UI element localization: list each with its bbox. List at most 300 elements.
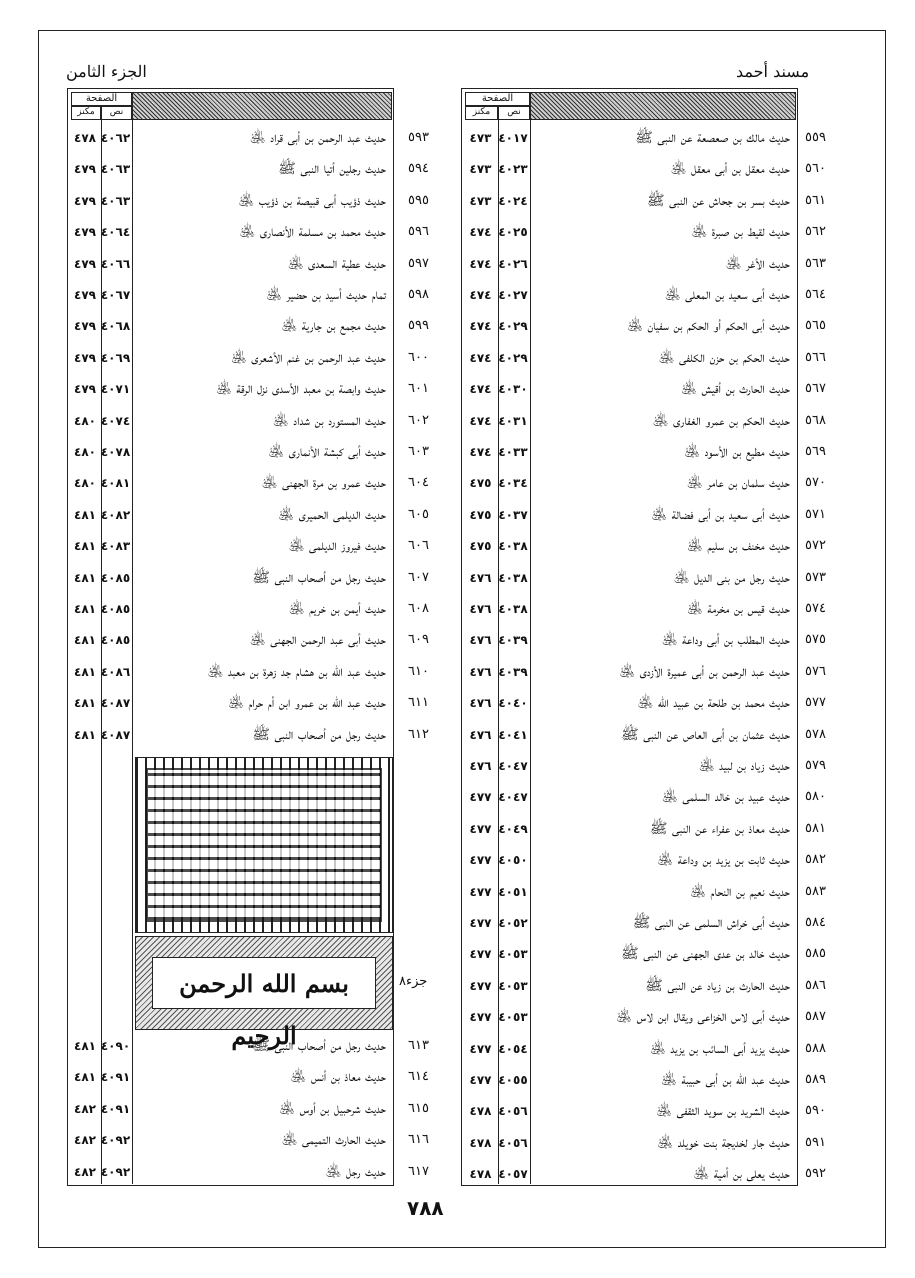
entry-title: حديث ثابت بن يزيد بن وداعة ﵁ [657, 852, 790, 869]
entry-number: ٦٠٩ [408, 632, 429, 648]
page-nas: ٤٠٦٣ [100, 193, 131, 208]
table-row [461, 216, 826, 248]
page-maknaz: ٤٧٩ [74, 288, 96, 302]
table-row [67, 719, 437, 751]
entry-number: ٦١٠ [408, 663, 429, 679]
page-nas: ٤٠٣٩ [498, 633, 528, 648]
table-row [461, 1033, 826, 1065]
table-row [67, 373, 437, 405]
entry-number: ٦٠٨ [408, 601, 429, 616]
page-maknaz: ٤٨١ [74, 727, 96, 742]
page-maknaz: ٤٧٨ [469, 1135, 492, 1150]
table-row [67, 185, 437, 217]
entry-title: حديث أبى سعيد بن المعلى ﵁ [664, 287, 790, 303]
page-maknaz: ٤٨١ [74, 570, 96, 585]
entry-title: حديث مجمع بن جارية ﵁ [281, 318, 386, 335]
table-row [67, 436, 437, 468]
table-row [461, 938, 826, 970]
table-row [461, 624, 826, 656]
entry-title: حديث مخنف بن سليم ﵁ [686, 538, 790, 555]
table-row [67, 1156, 437, 1188]
page-nas: ٤٠٢٦ [498, 256, 528, 271]
table-row [461, 687, 826, 719]
page-maknaz: ٤٧٥ [469, 476, 492, 491]
entry-number: ٥٨٣ [805, 883, 826, 899]
entry-number: ٦١٣ [408, 1038, 429, 1053]
page-nas: ٤٠٩١ [100, 1070, 131, 1085]
entry-title: حديث عبد الرحمن بن أبى عميرة الأزدى ﵁ [619, 663, 790, 680]
entry-title: حديث جار لخديجة بنت خويلد ﵁ [657, 1134, 790, 1151]
page-maknaz: ٤٧٤ [469, 256, 492, 271]
entry-number: ٥٩٢ [805, 1166, 826, 1182]
page-maknaz: ٤٧٤ [469, 288, 492, 302]
entry-number: ٦١٥ [408, 1100, 429, 1116]
page-nas: ٤٠٣٠ [498, 382, 528, 397]
entry-title: حديث معاذ بن عفراء عن النبى ﷺ [649, 820, 790, 837]
page-nas: ٤٠٢٩ [498, 319, 528, 334]
page-nas: ٤٠٦٩ [100, 350, 131, 365]
page-maknaz: ٤٧٧ [469, 790, 492, 805]
entry-title: حديث الحكم بن عمرو الغفارى ﵁ [652, 412, 790, 429]
entry-title: حديث ذؤيب أبى قبيصة بن ذؤيب ﵁ [238, 192, 386, 209]
page-maknaz: ٤٧٩ [74, 225, 96, 240]
table-row [67, 1124, 437, 1156]
page-maknaz: ٤٨١ [74, 1070, 96, 1085]
page-nas: ٤٠٩٠ [100, 1039, 131, 1053]
page-nas: ٤٠٨٢ [100, 507, 131, 522]
table-row [461, 185, 826, 217]
page-maknaz: ٤٧٧ [469, 853, 492, 868]
entry-title: حديث معقل بن أبى معقل ﵁ [670, 161, 790, 178]
table-row [461, 248, 826, 280]
page-maknaz: ٤٧٦ [469, 602, 492, 616]
table-row [461, 279, 826, 311]
page-maknaz: ٤٧٤ [469, 382, 492, 397]
entry-number: ٥٩٣ [408, 130, 429, 145]
page-maknaz: ٤٧٦ [469, 570, 492, 585]
index-column-right [461, 88, 826, 1186]
entry-number: ٥٨٦ [805, 977, 826, 993]
table-row [461, 907, 826, 939]
entry-title: حديث الحارث التميمى ﵁ [281, 1132, 386, 1149]
table-row [67, 530, 437, 562]
entry-title: حديث مطيع بن الأسود ﵁ [684, 444, 790, 460]
entry-number: ٥٨٤ [805, 915, 826, 930]
table-row [461, 1158, 826, 1190]
page-nas: ٤٠٢٥ [498, 225, 528, 240]
entry-title: حديث أبى لاس الخزاعى ويقال ابن لاس ﵁ [616, 1009, 790, 1026]
table-row [461, 436, 826, 468]
page-nas: ٤٠٩٢ [100, 1133, 131, 1148]
table-row [67, 153, 437, 185]
page-nas: ٤٠٥٦ [498, 1135, 528, 1150]
table-row [461, 781, 826, 813]
page-nas: ٤٠٥٣ [498, 978, 528, 993]
page-nas: ٤٠٣٨ [498, 570, 528, 585]
entry-number: ٥٨٩ [805, 1072, 826, 1087]
page-maknaz: ٤٨٠ [74, 445, 96, 459]
entry-title: حديث معاذ بن أنس ﵁ [290, 1069, 386, 1086]
entry-title: حديث عبد الله بن أبى حبيبة ﵁ [661, 1072, 790, 1088]
page-maknaz: ٤٨١ [74, 507, 96, 522]
page-nas: ٤٠٢٤ [498, 193, 528, 208]
page-maknaz: ٤٧٥ [469, 507, 492, 522]
table-row [461, 122, 826, 154]
table-row [461, 153, 826, 185]
header-hatch [530, 92, 796, 120]
entry-title: حديث رجل من أصحاب النبى ﷺ [252, 726, 386, 743]
entry-title: حديث الديلمى الحميرى ﵁ [278, 506, 386, 523]
entry-number: ٦٠٢ [408, 412, 429, 428]
table-row [67, 1061, 437, 1093]
header-nas: نص [101, 106, 132, 120]
page-nas: ٤٠٧٤ [100, 413, 131, 428]
entry-title: حديث محمد بن مسلمة الأنصارى ﵁ [239, 224, 386, 241]
entry-title: حديث عبيد بن خالد السلمى ﵁ [661, 789, 790, 806]
table-row [461, 530, 826, 562]
entry-title: حديث المستورد بن شداد ﵁ [272, 412, 386, 429]
table-row [461, 593, 826, 625]
page-maknaz: ٤٧٤ [469, 319, 492, 334]
entry-title: حديث أبى الحكم أو الحكم بن سفيان ﵁ [627, 318, 790, 335]
page-nas: ٤٠٦٨ [100, 319, 131, 334]
entry-title: حديث عبد الرحمن بن أبى قراد ﵁ [249, 130, 386, 146]
page-maknaz: ٤٧٣ [469, 131, 492, 145]
table-row [461, 1095, 826, 1127]
entry-number: ٥٩٨ [408, 287, 429, 302]
entry-title: حديث زياد بن لبيد ﵁ [698, 758, 790, 774]
page-maknaz: ٤٧٣ [469, 162, 492, 177]
page-maknaz: ٤٧٨ [469, 1167, 492, 1182]
entry-title: حديث الشريد بن سويد الثقفى ﵁ [656, 1103, 790, 1120]
page-nas: ٤٠٥٠ [498, 853, 528, 868]
entry-number: ٥٧٨ [805, 726, 826, 742]
entry-title: حديث رجلين أتيا النبى ﷺ [278, 161, 386, 178]
entry-title: حديث عمرو بن مرة الجهنى ﵁ [261, 475, 386, 492]
table-row [461, 1001, 826, 1033]
page-nas: ٤٠٤٧ [498, 790, 528, 805]
page-maknaz: ٤٨١ [74, 664, 96, 679]
entry-title: حديث عثمان بن أبى العاص عن النبى ﷺ [621, 726, 790, 743]
entry-number: ٦٠٠ [408, 349, 429, 365]
entry-number: ٥٧٢ [805, 538, 826, 554]
table-row [67, 405, 437, 437]
page-nas: ٤٠٦٤ [100, 225, 131, 240]
page-nas: ٤٠٥٥ [498, 1073, 528, 1087]
page-nas: ٤٠٥٧ [498, 1167, 528, 1182]
page-nas: ٤٠٢٩ [498, 350, 528, 365]
entry-number: ٥٩٦ [408, 224, 429, 240]
page-nas: ٤٠١٧ [498, 131, 528, 145]
page-nas: ٤٠٥٢ [498, 916, 528, 930]
page-nas: ٤٠٥٤ [498, 1041, 528, 1056]
table-row [67, 624, 437, 656]
page-nas: ٤٠٨٧ [100, 727, 131, 742]
entry-number: ٦١٤ [408, 1069, 429, 1085]
page-maknaz: ٤٧٦ [469, 696, 492, 711]
entry-number: ٥٦٧ [805, 381, 826, 397]
page-maknaz: ٤٧٩ [74, 350, 96, 365]
page-nas: ٤٠٥١ [498, 884, 528, 899]
page-number: ٧٨٨ [407, 1196, 444, 1220]
page-maknaz: ٤٧٣ [469, 193, 492, 208]
entry-title: حديث الحكم بن حزن الكلفى ﵁ [658, 349, 790, 366]
header-safha: الصفحة [71, 92, 132, 106]
basmala-plaque: بسم الله الرحمن الرحيم [152, 957, 376, 1009]
page-nas: ٤٠٤٩ [498, 821, 528, 836]
table-row [461, 844, 826, 876]
entry-title: حديث الحارث بن أقيش ﵁ [681, 381, 790, 398]
page-maknaz: ٤٨٠ [74, 476, 96, 491]
header-safha: الصفحة [465, 92, 530, 106]
table-row [461, 876, 826, 908]
entry-number: ٥٧٣ [805, 569, 826, 585]
page-nas: ٤٠٥٣ [498, 1010, 528, 1025]
entry-title: حديث بسر بن جحاش عن النبى ﷺ [647, 192, 790, 209]
page-maknaz: ٤٧٤ [469, 225, 492, 240]
entry-number: ٥٩٧ [408, 255, 429, 271]
page-nas: ٤٠٥٣ [498, 947, 528, 962]
entry-number: ٥٨٧ [805, 1009, 826, 1025]
table-row [67, 1093, 437, 1125]
page-nas: ٤٠٦٣ [100, 162, 131, 177]
table-row [461, 719, 826, 751]
entry-number: ٥٦٨ [805, 412, 826, 428]
header-maknaz: مكنز [465, 106, 498, 120]
page-maknaz: ٤٧٧ [469, 978, 492, 993]
entry-number: ٦٠١ [408, 381, 429, 397]
page-nas: ٤٠٨٥ [100, 570, 131, 585]
page-maknaz: ٤٨٠ [74, 413, 96, 428]
page-maknaz: ٤٧٨ [469, 1104, 492, 1119]
table-row [67, 593, 437, 625]
entry-number: ٥٩١ [805, 1134, 826, 1150]
table-row [461, 373, 826, 405]
entry-title: حديث سلمان بن عامر ﵁ [686, 475, 790, 492]
entry-title: حديث عبد الله بن هشام جد زهرة بن معبد ﵁ [207, 663, 386, 680]
page-nas: ٤٠٣٩ [498, 664, 528, 679]
page-nas: ٤٠٥٦ [498, 1104, 528, 1119]
page-nas: ٤٠٣٤ [498, 476, 528, 491]
page-maknaz: ٤٧٧ [469, 916, 492, 930]
page-maknaz: ٤٧٩ [74, 382, 96, 397]
entry-number: ٥٧٦ [805, 663, 826, 679]
entry-number: ٦٠٥ [408, 506, 429, 522]
page-maknaz: ٤٧٤ [469, 413, 492, 428]
entry-number: ٥٦٢ [805, 224, 826, 240]
running-header-left: الجزء الثامن [66, 62, 147, 81]
page-maknaz: ٤٧٩ [74, 319, 96, 334]
entry-title: حديث عبد الرحمن بن غنم الأشعرى ﵁ [230, 349, 386, 366]
entry-title: حديث رجل من أصحاب النبى ﷺ [252, 1038, 386, 1054]
entry-title: حديث أبى عبد الرحمن الجهنى ﵁ [249, 632, 386, 649]
header-nas: نص [498, 106, 530, 120]
table-row [461, 970, 826, 1002]
entry-number: ٥٦٩ [805, 444, 826, 459]
entry-number: ٥٦٤ [805, 287, 826, 302]
page-nas: ٤٠٣٧ [498, 507, 528, 522]
entry-number: ٥٩٠ [805, 1103, 826, 1119]
table-row [461, 342, 826, 374]
entry-number: ٥٨٨ [805, 1040, 826, 1056]
page-nas: ٤٠٣١ [498, 413, 528, 428]
page-maknaz: ٤٧٩ [74, 162, 96, 177]
page-maknaz: ٤٨٢ [74, 1101, 96, 1116]
entry-number: ٥٦٣ [805, 255, 826, 271]
page-maknaz: ٤٧٩ [74, 193, 96, 208]
entry-number: ٦١٦ [408, 1132, 429, 1148]
page-maknaz: ٤٧٤ [469, 445, 492, 459]
table-row [67, 499, 437, 531]
page-maknaz: ٤٨١ [74, 633, 96, 648]
page-maknaz: ٤٧٦ [469, 633, 492, 648]
page-nas: ٤٠٨١ [100, 476, 131, 491]
page-maknaz: ٤٧٩ [74, 256, 96, 271]
page-nas: ٤٠٤٠ [498, 696, 528, 711]
entry-title: حديث قيس بن مخرمة ﵁ [686, 601, 790, 617]
table-row [67, 562, 437, 594]
table-row [461, 310, 826, 342]
table-row [67, 310, 437, 342]
page-nas: ٤٠٩١ [100, 1101, 131, 1116]
juz-marker: جزء٨ [399, 974, 428, 989]
table-row [67, 122, 437, 154]
entry-number: ٦٠٦ [408, 538, 429, 554]
entry-title: حديث نعيم بن النحام ﵁ [690, 883, 790, 900]
page-nas: ٤٠٦٢ [100, 131, 131, 145]
entry-number: ٦٠٧ [408, 569, 429, 585]
table-row [461, 813, 826, 845]
page-maknaz: ٤٧٧ [469, 821, 492, 836]
page-nas: ٤٠٨٥ [100, 633, 131, 648]
page-maknaz: ٤٨٢ [74, 1164, 96, 1179]
entry-title: حديث رجل ﵁ [325, 1163, 386, 1180]
page-nas: ٤٠٨٣ [100, 539, 131, 554]
page-maknaz: ٤٧٧ [469, 947, 492, 962]
table-row [67, 656, 437, 688]
entry-number: ٥٧٥ [805, 632, 826, 648]
entry-title: حديث فيروز الديلمى ﵁ [288, 538, 386, 555]
page-maknaz: ٤٧٧ [469, 884, 492, 899]
entry-number: ٥٦١ [805, 192, 826, 208]
table-row [461, 1064, 826, 1096]
entry-number: ٥٩٥ [408, 192, 429, 208]
table-row [67, 248, 437, 280]
table-row [461, 656, 826, 688]
entry-number: ٥٦٦ [805, 349, 826, 365]
entry-title: حديث أبى سعيد بن أبى فضالة ﵁ [651, 506, 790, 523]
entry-number: ٥٨٢ [805, 852, 826, 868]
entry-title: حديث وابصة بن معبد الأسدى نزل الرقة ﵁ [215, 381, 386, 398]
page-nas: ٤٠٨٧ [100, 696, 131, 711]
page-nas: ٤٠٩٢ [100, 1164, 131, 1179]
page-nas: ٤٠٣٨ [498, 602, 528, 616]
entry-title: حديث الحارث بن زياد عن النبى ﷺ [645, 977, 790, 994]
entry-title: حديث المطلب بن أبى وداعة ﵁ [661, 632, 790, 649]
page-nas: ٤٠٤١ [498, 727, 528, 742]
entry-title: حديث الأغر ﵁ [725, 255, 790, 272]
entry-title: حديث خالد بن عدى الجهنى عن النبى ﷺ [621, 946, 790, 963]
entry-number: ٥٨١ [805, 820, 826, 836]
table-row [67, 342, 437, 374]
entry-title: حديث أبى خراش السلمى عن النبى ﷺ [632, 915, 790, 931]
header-hatch [132, 92, 392, 120]
page-nas: ٤٠٣٣ [498, 445, 528, 459]
entry-title: حديث رجل من بنى الديل ﵁ [673, 569, 790, 586]
table-row [461, 562, 826, 594]
page-nas: ٤٠٨٥ [100, 602, 131, 616]
page-nas: ٤٠٢٧ [498, 288, 528, 302]
running-header-right: مسند أحمد [736, 62, 810, 81]
table-row [461, 467, 826, 499]
table-row [461, 750, 826, 782]
entry-number: ٥٧٧ [805, 695, 826, 711]
page-maknaz: ٤٨١ [74, 1039, 96, 1053]
entry-number: ٥٨٠ [805, 789, 826, 805]
page-maknaz: ٤٧٧ [469, 1041, 492, 1056]
page-maknaz: ٤٧٧ [469, 1010, 492, 1025]
page-maknaz: ٤٨١ [74, 539, 96, 554]
kufic-ornament [135, 757, 393, 933]
entry-title: حديث عطية السعدى ﵁ [287, 255, 386, 272]
page-maknaz: ٤٧٤ [469, 350, 492, 365]
entry-number: ٦١٧ [408, 1163, 429, 1179]
entry-number: ٥٦٠ [805, 161, 826, 177]
entry-title: حديث لقيط بن صبرة ﵁ [691, 224, 790, 241]
entry-title: حديث يعلى بن أمية ﵁ [693, 1166, 790, 1183]
entry-title: حديث يزيد أبى السائب بن يزيد ﵁ [649, 1040, 790, 1057]
entry-number: ٥٩٤ [408, 161, 429, 177]
entry-number: ٥٧٤ [805, 601, 826, 616]
table-row [67, 467, 437, 499]
entry-number: ٥٩٩ [408, 318, 429, 334]
entry-title: حديث محمد بن طلحة بن عبيد الله ﵁ [637, 695, 790, 712]
table-row [461, 1127, 826, 1159]
page-maknaz: ٤٨٢ [74, 1133, 96, 1148]
entry-number: ٥٥٩ [805, 130, 826, 145]
entry-title: حديث عبد الله بن عمرو ابن أم حرام ﵁ [228, 695, 386, 712]
header-maknaz: مكنز [71, 106, 101, 120]
page-nas: ٤٠٣٨ [498, 539, 528, 554]
table-row [67, 279, 437, 311]
page-maknaz: ٤٧٦ [469, 759, 492, 773]
page-maknaz: ٤٧٦ [469, 664, 492, 679]
page-nas: ٤٠٧١ [100, 382, 131, 397]
entry-title: حديث شرحبيل بن أوس ﵁ [279, 1100, 386, 1117]
page-maknaz: ٤٧٧ [469, 1073, 492, 1087]
entry-number: ٦٠٤ [408, 475, 429, 491]
page-nas: ٤٠٦٦ [100, 256, 131, 271]
page-maknaz: ٤٨١ [74, 696, 96, 711]
entry-title: حديث مالك بن صعصعة عن النبى ﷺ [635, 130, 790, 146]
entry-number: ٦١٢ [408, 726, 429, 742]
entry-number: ٥٦٥ [805, 318, 826, 334]
page-nas: ٤٠٧٨ [100, 445, 131, 459]
entry-number: ٥٨٥ [805, 946, 826, 962]
entry-number: ٥٧١ [805, 506, 826, 522]
entry-title: حديث أيمن بن خريم ﵁ [288, 601, 386, 617]
entry-number: ٥٧٩ [805, 758, 826, 773]
page-maknaz: ٤٧٦ [469, 727, 492, 742]
entry-number: ٥٧٠ [805, 475, 826, 491]
page-nas: ٤٠٤٧ [498, 759, 528, 773]
page-maknaz: ٤٨١ [74, 602, 96, 616]
entry-number: ٦١١ [408, 695, 429, 711]
entry-number: ٦٠٣ [408, 444, 429, 459]
page-nas: ٤٠٨٦ [100, 664, 131, 679]
entry-title: حديث أبى كبشة الأنمارى ﵁ [268, 444, 386, 460]
page-maknaz: ٤٧٨ [74, 131, 96, 145]
